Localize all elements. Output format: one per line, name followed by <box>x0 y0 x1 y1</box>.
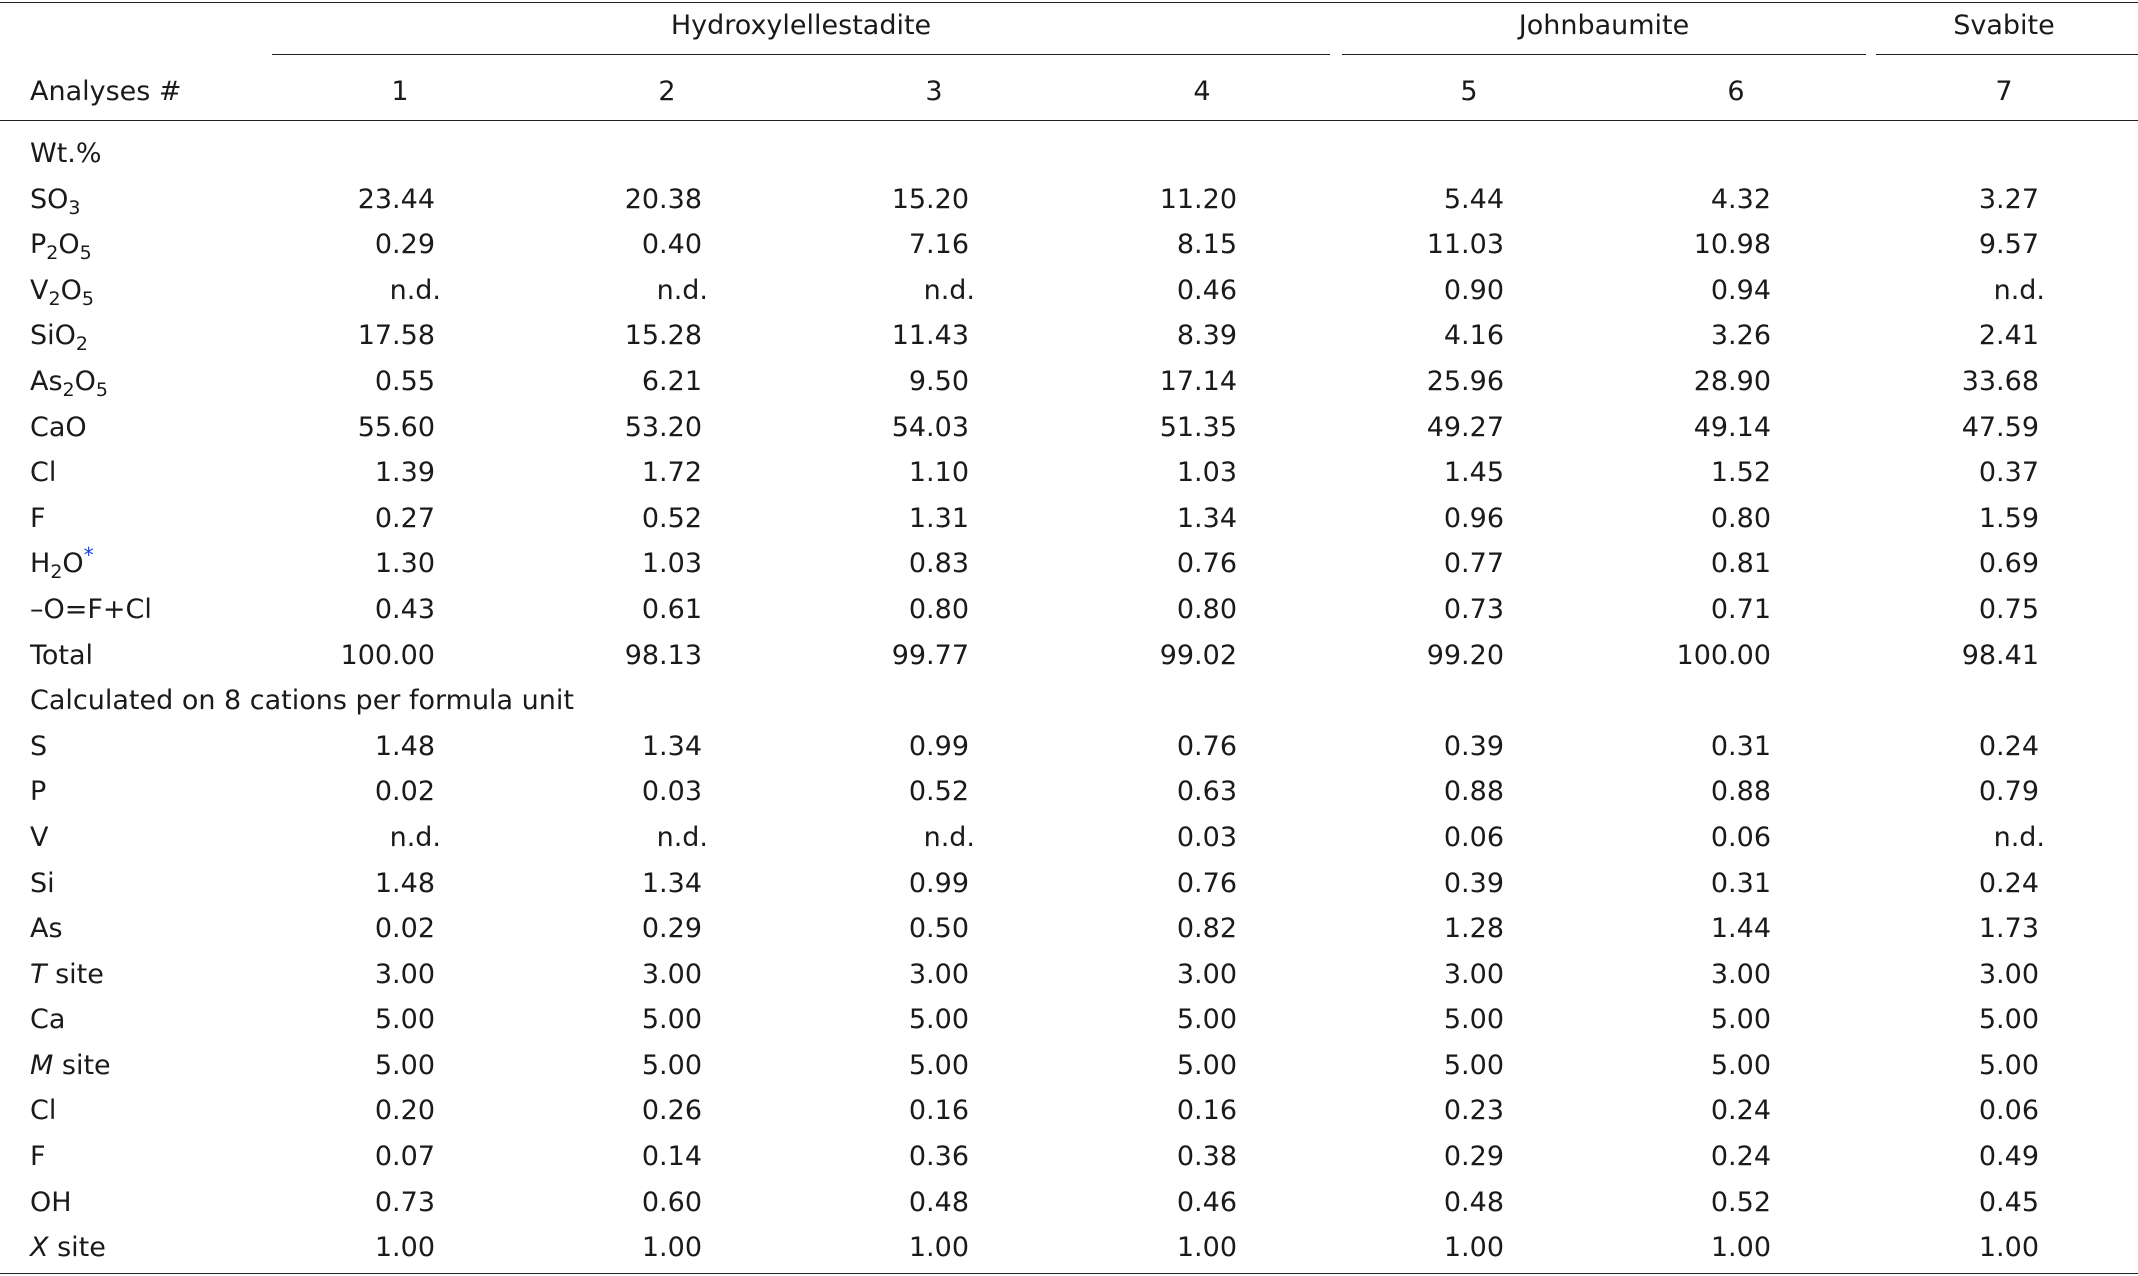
table-cell: 9.50 <box>908 365 969 397</box>
table-cell: 8.39 <box>1176 320 1237 352</box>
table-row <box>0 314 2138 360</box>
table-cell: 5.00 <box>1176 1004 1237 1036</box>
row-label <box>30 1044 111 1088</box>
table-cell: 0.06 <box>1710 821 1771 853</box>
table-cell: 0.46 <box>1176 1186 1237 1218</box>
table-row <box>0 360 2138 406</box>
table-cell: 98.41 <box>1961 639 2039 671</box>
row-label <box>30 998 65 1042</box>
row-label-base: As <box>30 365 63 397</box>
table-cell: 49.27 <box>1426 411 1504 443</box>
table-cell: 15.20 <box>891 183 969 215</box>
table-cell: 5.00 <box>374 1004 435 1036</box>
table-cell: 0.71 <box>1710 593 1771 625</box>
row-label-base: F <box>30 502 46 534</box>
table-cell: 0.06 <box>1443 821 1504 853</box>
table-top-rule <box>0 2 2138 3</box>
table-cell: n.d. <box>1993 821 2045 853</box>
table-cell: 0.07 <box>374 1141 435 1173</box>
column-header: 3 <box>925 76 943 107</box>
table-row <box>0 953 2138 999</box>
row-label-base: V <box>30 274 49 306</box>
row-label-base: SiO <box>30 320 76 352</box>
table-row <box>0 269 2138 315</box>
table-cell: 47.59 <box>1961 411 2039 443</box>
row-label-base: SO <box>30 183 69 215</box>
table-cell: 15.28 <box>624 320 702 352</box>
row-label-rest: site <box>46 958 104 990</box>
row-label <box>30 360 108 404</box>
row-label <box>30 816 48 860</box>
table-cell: 10.98 <box>1693 229 1771 261</box>
table-cell: 25.96 <box>1426 365 1504 397</box>
table-cell: 0.73 <box>374 1186 435 1218</box>
table-cell: n.d. <box>389 274 441 306</box>
table-cell: 1.00 <box>1176 1232 1237 1264</box>
row-label-rest: site <box>48 1232 106 1264</box>
row-label <box>30 542 94 586</box>
table-cell: 0.88 <box>1443 776 1504 808</box>
table-row <box>0 451 2138 497</box>
row-label <box>30 953 104 997</box>
table-cell: 51.35 <box>1159 411 1237 443</box>
row-label-base: P <box>30 776 47 808</box>
row-label <box>30 862 55 906</box>
table-cell: 3.26 <box>1710 320 1771 352</box>
group-label-hydroxylellestadite: Hydroxylellestadite <box>670 10 932 41</box>
row-label-mid: O <box>60 274 82 306</box>
table-cell: 1.28 <box>1443 913 1504 945</box>
table-cell: 11.03 <box>1426 229 1504 261</box>
table-cell: 3.00 <box>1176 958 1237 990</box>
row-label <box>30 497 46 541</box>
table-cell: 1.39 <box>374 457 435 489</box>
row-label-subscript: 5 <box>81 287 94 310</box>
table-cell: 3.00 <box>1710 958 1771 990</box>
row-label-base: CaO <box>30 411 87 443</box>
table-cell: 0.55 <box>374 365 435 397</box>
table-cell: n.d. <box>656 821 708 853</box>
table-cell: 5.00 <box>641 1004 702 1036</box>
table-cell: 0.46 <box>1176 274 1237 306</box>
row-label <box>30 1135 46 1179</box>
table-cell: 0.82 <box>1176 913 1237 945</box>
table-cell: 3.00 <box>1978 958 2039 990</box>
table-cell: 1.03 <box>641 548 702 580</box>
table-cell: 0.52 <box>641 502 702 534</box>
header-label: Analyses # <box>30 76 182 107</box>
table-cell: 0.24 <box>1710 1141 1771 1173</box>
table-cell: 1.59 <box>1978 502 2039 534</box>
table-cell: n.d. <box>923 274 975 306</box>
section-heading: Calculated on 8 cations per formula unit <box>30 685 574 717</box>
table-cell: 1.52 <box>1710 457 1771 489</box>
column-header: 2 <box>658 76 676 107</box>
table-row <box>0 1089 2138 1135</box>
table-cell: 0.06 <box>1978 1095 2039 1127</box>
table-cell: 0.69 <box>1978 548 2039 580</box>
table-cell: 0.14 <box>641 1141 702 1173</box>
table-cell: 0.83 <box>908 548 969 580</box>
row-label-base: H <box>30 548 51 580</box>
table-cell: 98.13 <box>624 639 702 671</box>
table-cell: 0.20 <box>374 1095 435 1127</box>
table-cell: 5.00 <box>1176 1049 1237 1081</box>
table-row <box>0 1181 2138 1227</box>
row-label-italic: M <box>30 1049 54 1081</box>
table-row <box>0 1226 2138 1272</box>
table-cell: 7.16 <box>908 229 969 261</box>
table-body <box>0 132 2138 1272</box>
row-label-subscript: 5 <box>95 378 108 401</box>
table-cell: 5.00 <box>1710 1004 1771 1036</box>
table-cell: 0.03 <box>641 776 702 808</box>
row-label-base: V <box>30 821 49 853</box>
table-cell: 1.00 <box>641 1232 702 1264</box>
row-label-base: F <box>30 1141 46 1173</box>
column-header: 4 <box>1193 76 1211 107</box>
row-label <box>30 634 93 678</box>
table-cell: 3.00 <box>1443 958 1504 990</box>
table-cell: 28.90 <box>1693 365 1771 397</box>
table-cell: 1.00 <box>908 1232 969 1264</box>
table-cell: 53.20 <box>624 411 702 443</box>
table-cell: 0.24 <box>1978 867 2039 899</box>
table-cell: n.d. <box>656 274 708 306</box>
row-label <box>30 314 88 358</box>
column-header: 6 <box>1727 76 1745 107</box>
group-label-johnbaumite: Johnbaumite <box>1518 10 1690 41</box>
row-label-italic: X <box>30 1232 49 1264</box>
table-cell: 0.77 <box>1443 548 1504 580</box>
table-row <box>0 770 2138 816</box>
table-cell: 0.02 <box>374 776 435 808</box>
table-cell: 0.60 <box>641 1186 702 1218</box>
table-cell: 0.43 <box>374 593 435 625</box>
row-label-base: Ca <box>30 1004 66 1036</box>
table-cell: 54.03 <box>891 411 969 443</box>
table-cell: 0.52 <box>1710 1186 1771 1218</box>
table-cell: 0.39 <box>1443 730 1504 762</box>
table-cell: 3.00 <box>374 958 435 990</box>
table-cell: 0.03 <box>1176 821 1237 853</box>
table-cell: 0.79 <box>1978 776 2039 808</box>
row-label-mid: O <box>62 548 84 580</box>
row-label-base: S <box>30 730 48 762</box>
row-label <box>30 907 63 951</box>
group-rule-johnbaumite <box>1342 54 1866 55</box>
table-bottom-rule <box>0 1273 2138 1274</box>
row-label-subscript: 2 <box>62 378 75 401</box>
row-label-rest: site <box>53 1049 111 1081</box>
table-row <box>0 862 2138 908</box>
table-row <box>0 998 2138 1044</box>
table-cell: 100.00 <box>340 639 435 671</box>
table-cell: 1.30 <box>374 548 435 580</box>
table-row <box>0 1044 2138 1090</box>
column-header: 1 <box>391 76 409 107</box>
table-cell: 3.27 <box>1978 183 2039 215</box>
table-cell: 0.76 <box>1176 867 1237 899</box>
table-row <box>0 907 2138 953</box>
row-label <box>30 223 92 267</box>
table-cell: 17.58 <box>357 320 435 352</box>
row-label <box>30 178 80 222</box>
table-row <box>0 816 2138 862</box>
table-cell: 5.00 <box>908 1004 969 1036</box>
footnote-marker: * <box>83 543 94 568</box>
column-header: 5 <box>1460 76 1478 107</box>
table-cell: 5.00 <box>1443 1049 1504 1081</box>
table-cell: 1.34 <box>1176 502 1237 534</box>
table-cell: 0.80 <box>1176 593 1237 625</box>
table-row <box>0 497 2138 543</box>
row-label <box>30 1089 56 1133</box>
table-cell: 0.94 <box>1710 274 1771 306</box>
table-cell: 5.00 <box>1443 1004 1504 1036</box>
row-label-mid: O <box>58 229 80 261</box>
row-label-subscript: 2 <box>75 333 88 356</box>
table-cell: 0.76 <box>1176 548 1237 580</box>
table-cell: 0.61 <box>641 593 702 625</box>
table-cell: 0.45 <box>1978 1186 2039 1218</box>
table-cell: 11.20 <box>1159 183 1237 215</box>
row-label-subscript: 5 <box>79 242 92 265</box>
row-label-base: Si <box>30 867 55 899</box>
table-cell: 0.96 <box>1443 502 1504 534</box>
table-row <box>0 223 2138 269</box>
table-cell: 0.52 <box>908 776 969 808</box>
table-cell: n.d. <box>389 821 441 853</box>
row-label-italic: T <box>30 958 47 990</box>
table-cell: 99.77 <box>891 639 969 671</box>
table-cell: 2.41 <box>1978 320 2039 352</box>
table-cell: 0.80 <box>1710 502 1771 534</box>
table-cell: 1.00 <box>1710 1232 1771 1264</box>
row-label <box>30 406 87 450</box>
table-cell: 0.76 <box>1176 730 1237 762</box>
table-cell: 100.00 <box>1676 639 1771 671</box>
table-cell: 1.31 <box>908 502 969 534</box>
row-label-subscript: 2 <box>50 561 63 584</box>
row-label <box>30 269 94 313</box>
table-cell: 1.00 <box>1443 1232 1504 1264</box>
row-label <box>30 588 152 632</box>
table-cell: 1.44 <box>1710 913 1771 945</box>
table-cell: 5.00 <box>908 1049 969 1081</box>
table-cell: 0.37 <box>1978 457 2039 489</box>
row-label <box>30 770 46 814</box>
row-label <box>30 1181 72 1225</box>
table-cell: 0.38 <box>1176 1141 1237 1173</box>
table-cell: 0.26 <box>641 1095 702 1127</box>
table-cell: n.d. <box>923 821 975 853</box>
section-wt <box>0 132 2138 178</box>
table-cell: 1.00 <box>374 1232 435 1264</box>
table-row <box>0 178 2138 224</box>
table-row <box>0 725 2138 771</box>
table-cell: 23.44 <box>357 183 435 215</box>
column-header-row <box>0 70 2138 114</box>
table-cell: 0.36 <box>908 1141 969 1173</box>
row-label-mid: O <box>74 365 96 397</box>
row-label <box>30 1226 106 1270</box>
row-label-base: OH <box>30 1186 72 1218</box>
table-cell: 0.16 <box>908 1095 969 1127</box>
row-label-base: P <box>30 229 47 261</box>
table-cell: 3.00 <box>641 958 702 990</box>
row-label-subscript: 3 <box>68 196 81 219</box>
table-cell: 1.03 <box>1176 457 1237 489</box>
table-cell: 20.38 <box>624 183 702 215</box>
table-cell: 5.00 <box>1710 1049 1771 1081</box>
table-cell: 0.99 <box>908 730 969 762</box>
row-label <box>30 725 47 769</box>
table-cell: 0.29 <box>374 229 435 261</box>
row-label-base: Cl <box>30 1095 57 1127</box>
table-cell: 0.80 <box>908 593 969 625</box>
table-row <box>0 588 2138 634</box>
table-cell: 3.00 <box>908 958 969 990</box>
row-label <box>30 451 56 495</box>
table-cell: 1.34 <box>641 867 702 899</box>
table-cell: 1.48 <box>374 867 435 899</box>
section-heading: Wt.% <box>30 138 102 169</box>
table-cell: 1.45 <box>1443 457 1504 489</box>
table-cell: 17.14 <box>1159 365 1237 397</box>
table-row <box>0 634 2138 680</box>
table-cell: 0.48 <box>1443 1186 1504 1218</box>
table-cell: 4.32 <box>1710 183 1771 215</box>
table-cell: 1.00 <box>1978 1232 2039 1264</box>
table-cell: 5.00 <box>1978 1004 2039 1036</box>
table-row <box>0 542 2138 588</box>
table-cell: 0.24 <box>1978 730 2039 762</box>
row-label-base: Cl <box>30 457 57 489</box>
row-label-subscript: 2 <box>46 242 59 265</box>
table-cell: 1.72 <box>641 457 702 489</box>
table-cell: 0.27 <box>374 502 435 534</box>
table-cell: 0.73 <box>1443 593 1504 625</box>
table-cell: 0.29 <box>641 913 702 945</box>
table-row <box>0 1135 2138 1181</box>
table-cell: 5.00 <box>641 1049 702 1081</box>
table-cell: 8.15 <box>1176 229 1237 261</box>
column-header: 7 <box>1995 76 2013 107</box>
table-cell: 0.40 <box>641 229 702 261</box>
table-cell: 9.57 <box>1978 229 2039 261</box>
table-cell: 0.75 <box>1978 593 2039 625</box>
group-rule-svabite <box>1876 54 2138 55</box>
table-cell: 0.16 <box>1176 1095 1237 1127</box>
table-cell: 0.23 <box>1443 1095 1504 1127</box>
section-calc <box>0 679 2138 725</box>
table-cell: 49.14 <box>1693 411 1771 443</box>
row-label-base: As <box>30 913 63 945</box>
table-cell: 0.49 <box>1978 1141 2039 1173</box>
table-cell: 0.31 <box>1710 867 1771 899</box>
table-cell: 6.21 <box>641 365 702 397</box>
table-cell: 0.99 <box>908 867 969 899</box>
table-cell: 33.68 <box>1961 365 2039 397</box>
group-label-svabite: Svabite <box>1953 10 2055 41</box>
table-cell: 4.16 <box>1443 320 1504 352</box>
row-label-base: –O=F+Cl <box>30 593 152 625</box>
table-cell: 0.90 <box>1443 274 1504 306</box>
table-cell: n.d. <box>1993 274 2045 306</box>
table-cell: 0.29 <box>1443 1141 1504 1173</box>
table-cell: 1.10 <box>908 457 969 489</box>
table-cell: 0.81 <box>1710 548 1771 580</box>
row-label-base: Total <box>30 639 94 671</box>
table-cell: 99.02 <box>1159 639 1237 671</box>
table-cell: 0.50 <box>908 913 969 945</box>
table-row <box>0 406 2138 452</box>
table-cell: 0.48 <box>908 1186 969 1218</box>
table-cell: 0.63 <box>1176 776 1237 808</box>
table-cell: 5.00 <box>374 1049 435 1081</box>
table-cell: 0.02 <box>374 913 435 945</box>
table-cell: 1.48 <box>374 730 435 762</box>
group-rule-hydroxylellestadite <box>272 54 1330 55</box>
table-cell: 0.31 <box>1710 730 1771 762</box>
table-cell: 5.44 <box>1443 183 1504 215</box>
table-cell: 0.39 <box>1443 867 1504 899</box>
table-cell: 1.34 <box>641 730 702 762</box>
table-cell: 99.20 <box>1426 639 1504 671</box>
table-cell: 0.88 <box>1710 776 1771 808</box>
header-bottom-rule <box>0 120 2138 121</box>
table-cell: 5.00 <box>1978 1049 2039 1081</box>
table-cell: 0.24 <box>1710 1095 1771 1127</box>
table-cell: 55.60 <box>357 411 435 443</box>
row-label-subscript: 2 <box>48 287 61 310</box>
table-cell: 11.43 <box>891 320 969 352</box>
table-cell: 1.73 <box>1978 913 2039 945</box>
